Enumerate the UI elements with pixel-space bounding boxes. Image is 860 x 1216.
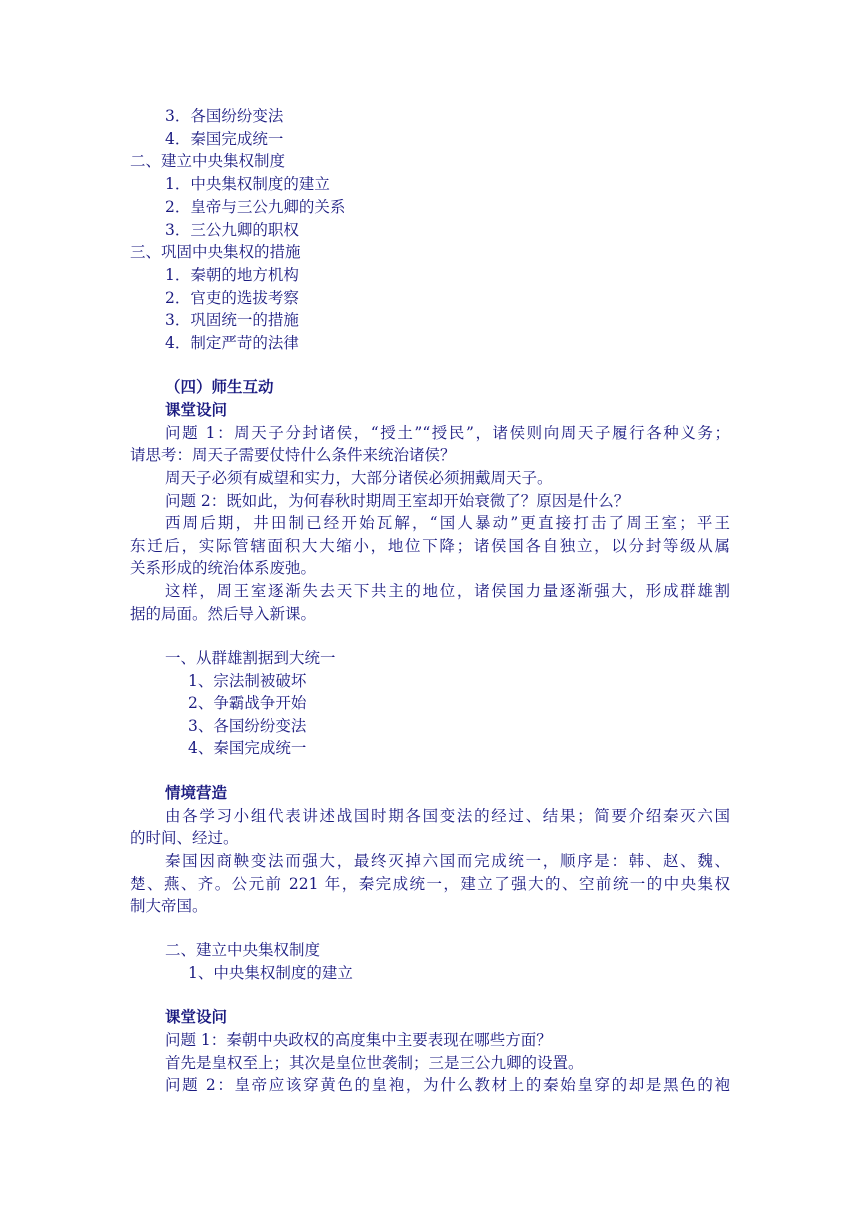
question-text: 请思考：周天子需要仗恃什么条件来统治诸侯？ [130, 446, 456, 464]
section-title: 一、从群雄割据到大统一 [165, 649, 336, 667]
outline-item: 3．巩固统一的措施 [165, 311, 299, 329]
answer-text: 西周后期，井田制已经开始瓦解，“国人暴动”更直接打击了周王室；平王 [165, 514, 730, 532]
paragraph-text: 秦国因商鞅变法而强大，最终灭掉六国而完成统一，顺序是：韩、赵、魏、 [165, 852, 730, 870]
question-text: 问题 2：皇帝应该穿黄色的皇袍，为什么教材上的秦始皇穿的却是黑色的袍 [165, 1076, 730, 1094]
list-item: 1、中央集权制度的建立 [188, 964, 353, 982]
paragraph-text: 据的局面。然后导入新课。 [130, 605, 317, 623]
subheading: 课堂设问 [165, 400, 228, 419]
paragraph-text: 制大帝国。 [130, 897, 208, 915]
outline-item: 4．制定严苛的法律 [165, 334, 299, 352]
outline-heading: 二、建立中央集权制度 [130, 152, 286, 170]
outline-item: 4．秦国完成统一 [165, 130, 284, 148]
outline-item: 2．官吏的选拔考察 [165, 289, 299, 307]
list-item: 3、各国纷纷变法 [188, 717, 307, 735]
subheading: 课堂设问 [165, 1007, 228, 1026]
outline-item: 3．三公九卿的职权 [165, 221, 299, 239]
outline-item: 2．皇帝与三公九卿的关系 [165, 198, 346, 216]
question-text: 问题 1：周天子分封诸侯，“授土”“授民”，诸侯则向周天子履行各种义务； [165, 424, 730, 442]
answer-text: 东迁后，实际管辖面积大大缩小，地位下降；诸侯国各自独立，以分封等级从属 [130, 537, 730, 555]
outline-item: 3．各国纷纷变法 [165, 107, 284, 125]
question-text: 问题 1：秦朝中央政权的高度集中主要表现在哪些方面？ [165, 1031, 552, 1049]
question-text: 问题 2：既如此，为何春秋时期周王室却开始衰微了？原因是什么？ [165, 492, 630, 510]
section-heading: （四）师生互动 [165, 377, 274, 396]
list-item: 4、秦国完成统一 [188, 739, 307, 757]
answer-text: 关系形成的统治体系废弛。 [130, 559, 317, 577]
outline-item: 1．秦朝的地方机构 [165, 266, 299, 284]
outline-heading: 三、巩固中央集权的措施 [130, 243, 301, 261]
paragraph-text: 这样，周王室逐渐失去天下共主的地位，诸侯国力量逐渐强大，形成群雄割 [165, 582, 730, 600]
answer-text: 首先是皇权至上；其次是皇位世袭制；三是三公九卿的设置。 [165, 1054, 584, 1072]
paragraph-text: 楚、燕、齐。公元前 221 年，秦完成统一，建立了强大的、空前统一的中央集权 [130, 875, 730, 893]
subheading: 情境营造 [165, 783, 228, 802]
answer-text: 周天子必须有威望和实力，大部分诸侯必须拥戴周天子。 [165, 469, 553, 487]
list-item: 1、宗法制被破坏 [188, 672, 307, 690]
paragraph-text: 的时间、经过。 [130, 829, 239, 847]
outline-item: 1．中央集权制度的建立 [165, 175, 330, 193]
paragraph-text: 由各学习小组代表讲述战国时期各国变法的经过、结果；简要介绍秦灭六国 [165, 807, 730, 825]
section-title: 二、建立中央集权制度 [165, 941, 321, 959]
list-item: 2、争霸战争开始 [188, 694, 307, 712]
